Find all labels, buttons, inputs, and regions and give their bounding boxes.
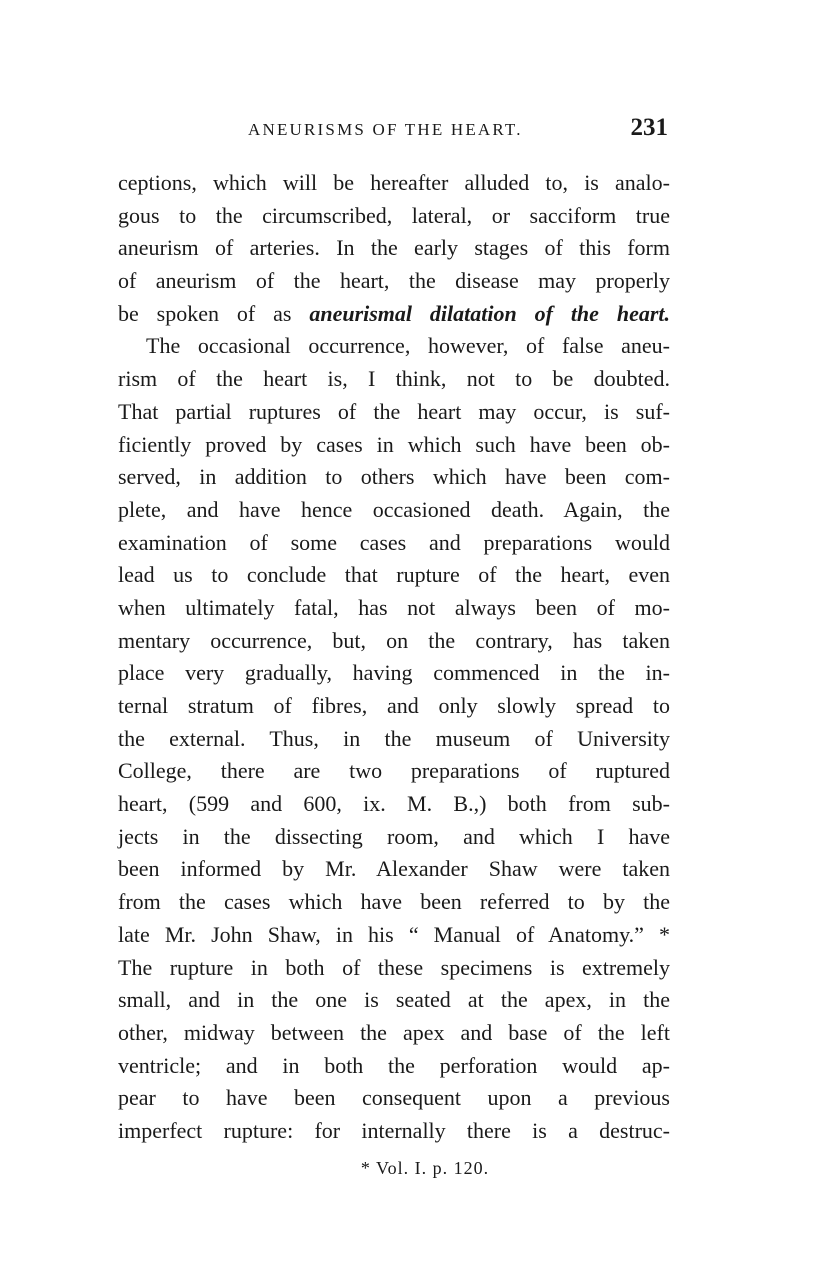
text-line: imperfect rupture: for internally there is a destruc- <box>118 1117 670 1143</box>
text-line: other, midway between the apex and base of the left <box>118 1019 670 1045</box>
paragraph-start-line: The occasional occurrence, however, of false aneu- <box>146 333 670 359</box>
body-text <box>118 167 670 1148</box>
text-line-with-italic <box>118 298 670 331</box>
italic-phrase: aneurismal dilatation of the heart. <box>309 300 671 326</box>
text-line: aneurism of arteries. In the early stages of this form <box>118 235 670 261</box>
text-line: served, in addition to others which have been com- <box>118 464 670 490</box>
text-line: That partial ruptures of the heart may occur, is suf- <box>118 398 670 424</box>
running-title: ANEURISMS OF THE HEART. <box>248 120 523 139</box>
text-line: gous to the circumscribed, lateral, or sacciform true <box>118 202 670 228</box>
text-line: when ultimately fatal, has not always been of mo- <box>118 594 670 620</box>
text-line: ficiently proved by cases in which such have been ob- <box>118 431 670 457</box>
text-line: from the cases which have been referred to by the <box>118 889 670 915</box>
text-line: small, and in the one is seated at the apex, in the <box>118 987 670 1013</box>
text-line: The rupture in both of these specimens is extremely <box>118 954 670 980</box>
text-line: plete, and have hence occasioned death. Again, the <box>118 496 670 522</box>
text-line: examination of some cases and preparations would <box>118 529 670 555</box>
text-line: of aneurism of the heart, the disease may properly <box>118 268 670 294</box>
page-number: 231 <box>630 114 668 141</box>
text-line: pear to have been consequent upon a previous <box>118 1085 670 1111</box>
footnote-text: * Vol. I. p. 120. <box>360 1158 490 1178</box>
text-line-start: be spoken of as <box>118 300 292 326</box>
text-line: ternal stratum of fibres, and only slowly spread to <box>118 693 670 718</box>
text-line: ventricle; and in both the perforation would ap- <box>118 1052 670 1078</box>
text-line: heart, (599 and 600, ix. M. B.,) both from sub- <box>118 791 670 817</box>
text-line: rism of the heart is, I think, not to be doubted. <box>118 366 670 392</box>
text-line: the external. Thus, in the museum of University <box>118 725 670 751</box>
text-line: place very gradually, having commenced in the in- <box>118 660 670 686</box>
text-line: lead us to conclude that rupture of the heart, even <box>118 562 670 588</box>
text-line: ceptions, which will be hereafter alluded to, is analo- <box>118 170 670 195</box>
running-head <box>118 116 670 146</box>
text-line: been informed by Mr. Alexander Shaw were taken <box>118 856 670 882</box>
text-line: mentary occurrence, but, on the contrary, has taken <box>118 627 670 653</box>
text-line: jects in the dissecting room, and which I have <box>118 823 670 849</box>
text-line: late Mr. John Shaw, in his “ Manual of Anatomy.” * <box>118 921 670 947</box>
text-line: College, there are two preparations of ruptured <box>118 758 670 784</box>
footnote <box>0 1158 816 1179</box>
